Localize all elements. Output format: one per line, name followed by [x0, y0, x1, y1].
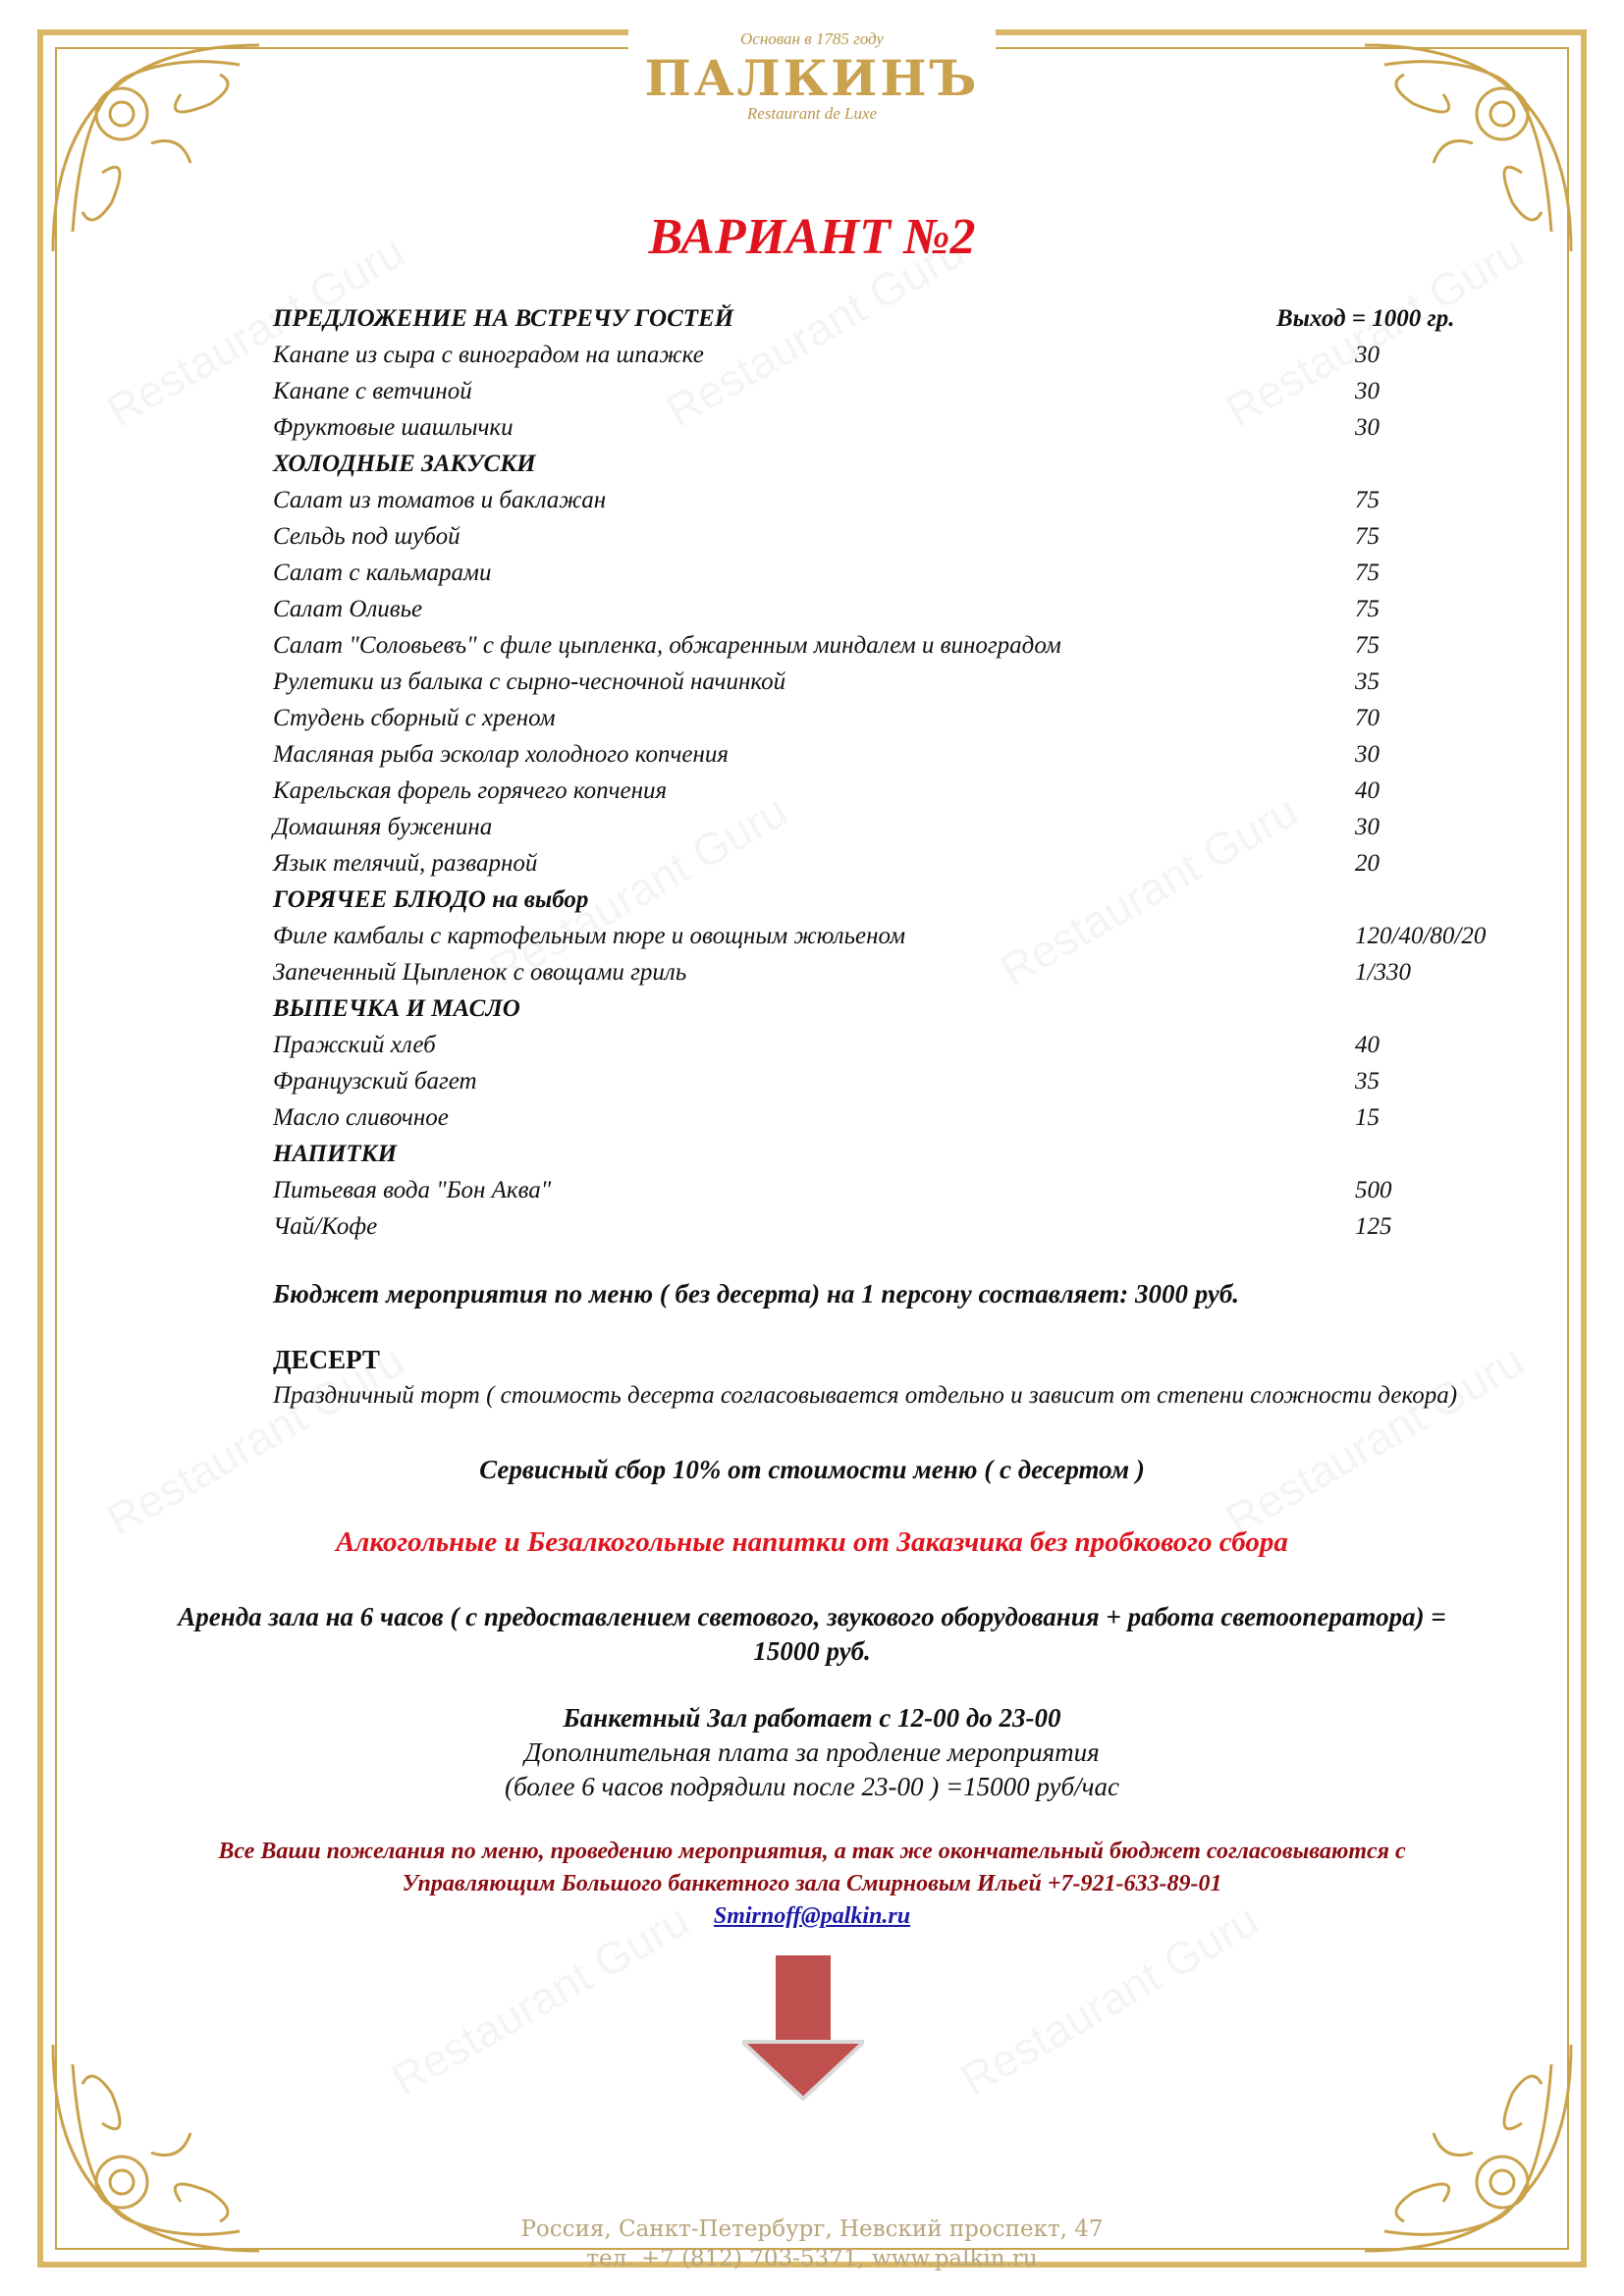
restaurant-logo — [628, 14, 996, 161]
menu-item — [273, 1208, 1530, 1245]
menu-item-name: Салат "Соловьевъ" с филе цыпленка, обжаренным миндалем и виноградом — [273, 632, 1061, 659]
menu-item-qty: 70 — [1355, 705, 1380, 731]
menu-item — [273, 555, 1530, 591]
menu-section-title: ВЫПЕЧКА И МАСЛО — [273, 995, 520, 1022]
menu-item-qty: 75 — [1355, 487, 1380, 513]
menu-item-name: Сельдь под шубой — [273, 523, 460, 550]
menu-item — [273, 337, 1530, 373]
menu-item-qty: 30 — [1355, 414, 1380, 441]
menu-item — [273, 773, 1530, 809]
menu-item — [273, 1027, 1530, 1063]
menu-item-qty: 75 — [1355, 523, 1380, 550]
menu-header-title: ПРЕДЛОЖЕНИЕ НА ВСТРЕЧУ ГОСТЕЙ — [273, 305, 734, 332]
menu-item — [273, 409, 1530, 446]
menu-item-qty: 75 — [1355, 632, 1380, 659]
menu-section-heading — [273, 446, 1530, 482]
menu-item-name: Филе камбалы с картофельным пюре и овощным жюльеном — [273, 923, 906, 949]
menu-item — [273, 700, 1530, 736]
menu-item-qty: 500 — [1355, 1177, 1392, 1203]
email-link[interactable]: Smirnoff@palkin.ru — [713, 1903, 911, 1929]
arrow-down-icon — [742, 1955, 864, 2103]
menu-item-name: Чай/Кофе — [273, 1213, 378, 1240]
menu-item-qty: 30 — [1355, 378, 1380, 404]
menu-item-name: Фруктовые шашлычки — [273, 414, 514, 441]
service-fee-text: Сервисный сбор 10% от стоимости меню ( с десертом ) — [479, 1455, 1145, 1484]
menu-item — [273, 954, 1530, 990]
logo-subtitle: Restaurant de Luxe — [746, 104, 878, 123]
hall-rent-line1: Аренда зала на 6 часов ( с предоставлением светового, звукового оборудования + работа светооператора) = — [178, 1602, 1446, 1631]
menu-item-qty: 30 — [1355, 741, 1380, 768]
menu-item — [273, 1099, 1530, 1136]
page-title: ВАРИАНТ №2 — [648, 209, 976, 265]
menu-list — [273, 300, 1530, 1245]
menu-item-name: Канапе с ветчиной — [273, 378, 472, 404]
menu-item-qty: 30 — [1355, 814, 1380, 840]
menu-item-name: Французский багет — [273, 1068, 477, 1095]
menu-item-name: Масло сливочное — [273, 1104, 449, 1131]
menu-item-name: Запеченный Цыпленок с овощами гриль — [273, 959, 687, 986]
menu-item-qty: 75 — [1355, 560, 1380, 586]
menu-item-name: Салат из томатов и баклажан — [273, 487, 607, 513]
menu-section-heading — [273, 1136, 1530, 1172]
contact-line2: Управляющим Большого банкетного зала Смирновым Ильей +7-921-633-89-01 — [402, 1871, 1222, 1896]
hall-rent-line2: 15000 руб. — [753, 1636, 871, 1666]
menu-item-name: Салат с кальмарами — [273, 560, 492, 586]
menu-item-qty: 125 — [1355, 1213, 1392, 1240]
menu-section-heading — [273, 990, 1530, 1027]
menu-section-title: ГОРЯЧЕЕ БЛЮДО на выбор — [273, 886, 589, 913]
menu-item-qty: 35 — [1355, 1068, 1380, 1095]
budget-text: Бюджет мероприятия по меню ( без десерта) на 1 персону составляет: 3000 руб. — [273, 1279, 1240, 1308]
menu-item-qty: 20 — [1355, 850, 1380, 877]
hall-rent-text — [59, 1600, 1565, 1669]
contact-block — [59, 1836, 1565, 1933]
menu-item — [273, 809, 1530, 845]
menu-item-qty: 30 — [1355, 342, 1380, 368]
menu-item — [273, 1172, 1530, 1208]
contact-line1: Все Ваши пожелания по меню, проведению мероприятия, а так же окончательный бюджет согласовываются с — [218, 1839, 1406, 1864]
menu-header-row — [273, 300, 1530, 337]
dessert-text: Праздничный торт ( стоимость десерта согласовывается отдельно и зависит от степени сложности декора) — [273, 1382, 1458, 1409]
menu-item — [273, 918, 1530, 954]
menu-item-name: Масляная рыба эсколар холодного копчения — [273, 741, 730, 768]
menu-item-qty: 40 — [1355, 1032, 1380, 1058]
menu-item — [273, 845, 1530, 881]
menu-item-name: Рулетики из балыка с сырно-чесночной начинкой — [273, 668, 786, 695]
menu-item — [273, 627, 1530, 664]
menu-item — [273, 736, 1530, 773]
menu-item-qty: 1/330 — [1355, 959, 1411, 986]
menu-section-title: ХОЛОДНЫЕ ЗАКУСКИ — [273, 451, 536, 477]
page-footer — [0, 2215, 1624, 2273]
menu-section-heading — [273, 881, 1530, 918]
dessert-heading: ДЕСЕРТ — [273, 1345, 380, 1374]
menu-item-name: Салат Оливье — [273, 596, 423, 622]
menu-item — [273, 373, 1530, 409]
menu-item-name: Пражский хлеб — [273, 1032, 436, 1058]
menu-item-name: Канапе из сыра с виноградом на шпажке — [273, 342, 704, 368]
menu-item — [273, 1063, 1530, 1099]
footer-address: Россия, Санкт-Петербург, Невский проспект, 47 — [520, 2216, 1104, 2242]
logo-name: ПАЛКИНЪ — [644, 49, 980, 107]
menu-item — [273, 664, 1530, 700]
menu-item-name: Студень сборный с хреном — [273, 705, 556, 731]
alcohol-policy-text: Алкогольные и Безалкогольные напитки от Заказчика без пробкового сбора — [336, 1526, 1288, 1558]
menu-item — [273, 518, 1530, 555]
menu-item-name: Питьевая вода "Бон Аква" — [273, 1177, 552, 1203]
menu-section-title: НАПИТКИ — [273, 1141, 398, 1167]
hall-extra-fee-line1: Дополнительная плата за продление мероприятия — [524, 1737, 1100, 1767]
menu-header-qty: Выход = 1000 гр. — [1276, 305, 1455, 332]
menu-item-qty: 120/40/80/20 — [1355, 923, 1487, 949]
hall-hours: Банкетный Зал работает с 12-00 до 23-00 — [563, 1703, 1061, 1733]
menu-item-qty: 15 — [1355, 1104, 1380, 1131]
logo-founded: Основан в 1785 году — [740, 29, 884, 48]
menu-item-name: Домашняя буженина — [273, 814, 493, 840]
menu-item-qty: 40 — [1355, 777, 1380, 804]
menu-item-name: Карельская форель горячего копчения — [273, 777, 668, 804]
hall-hours-block — [59, 1701, 1565, 1804]
menu-item-name: Язык телячий, разварной — [273, 850, 538, 877]
menu-item — [273, 482, 1530, 518]
menu-item — [273, 591, 1530, 627]
menu-item-qty: 75 — [1355, 596, 1380, 622]
menu-item-qty: 35 — [1355, 668, 1380, 695]
hall-extra-fee-line2: (более 6 часов подрядили после 23-00 ) =15000 руб/час — [505, 1772, 1119, 1801]
footer-contacts: тел. +7 (812) 703-5371, www.palkin.ru — [586, 2246, 1038, 2271]
